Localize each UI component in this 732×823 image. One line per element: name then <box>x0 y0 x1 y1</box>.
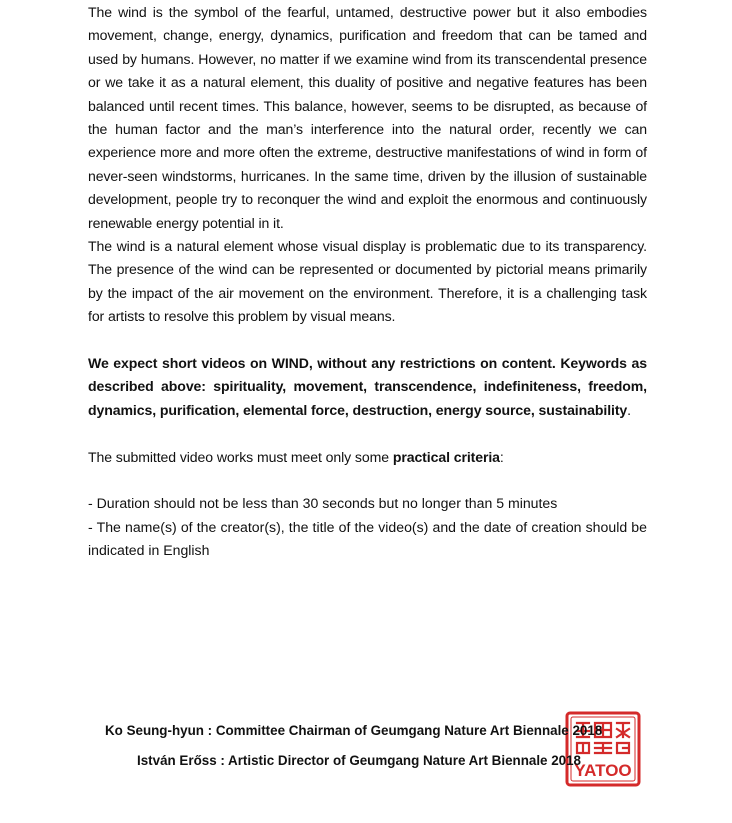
paragraph-wind-symbol: The wind is the symbol of the fearful, untamed, destructive power but it also embodies movement, change, energy, dynamics, purification and freedom that can be tamed and used by humans. However, no matter if we examine wind from its transcendental presence or we take it as a natural element, this duality of positive and negative features has been balanced until recent times. This balance, however, seems to be disrupted, as because of the human factor and the man’s interference into the natural order, recently we can experience more and more often the extreme, destructive manifestations of wind in form of never-seen windstorms, hurricanes. In the same time, driven by the illusion of sustainable development, people try to reconquer the wind and exploit the enormous and continuously renewable energy potential in it. <box>88 4 647 231</box>
call-period: . <box>627 401 631 418</box>
paragraph-criteria-intro <box>88 446 647 469</box>
seal-text: YATOO <box>574 761 632 780</box>
spacer <box>88 469 647 492</box>
call-keywords: We expect short videos on WIND, without any restrictions on content. Keywords as described above: spirituality, movement, transcendence, indefiniteness, freedom, dynamics, purification, elemental force, destruction, energy source, sustainability <box>88 355 647 418</box>
signature-chairman: Ko Seung-hyun : Committee Chairman of Geumgang Nature Art Biennale 2018 <box>105 723 603 738</box>
spacer <box>88 329 647 352</box>
paragraph-wind-visual: The wind is a natural element whose visual display is problematic due to its transparency. The presence of the wind can be represented or documented by pictorial means primarily by the impact of the air movement on the environment. Therefore, it is a challenging task for artists to resolve this problem by visual means. <box>88 238 647 325</box>
criteria-item-duration: - Duration should not be less than 30 seconds but no longer than 5 minutes <box>88 495 558 512</box>
spacer <box>88 422 647 445</box>
paragraph-call-for-videos <box>88 352 647 422</box>
document-body <box>88 0 647 563</box>
criteria-item-credits: - The name(s) of the creator(s), the title of the video(s) and the date of creation should be indicated in English <box>88 518 647 559</box>
signature-director: István Erőss : Artistic Director of Geumgang Nature Art Biennale 2018 <box>137 753 581 768</box>
criteria-intro-colon: : <box>499 448 504 465</box>
criteria-intro-text: The submitted video works must meet only some <box>88 448 393 465</box>
criteria-intro-bold: practical criteria <box>392 448 500 465</box>
